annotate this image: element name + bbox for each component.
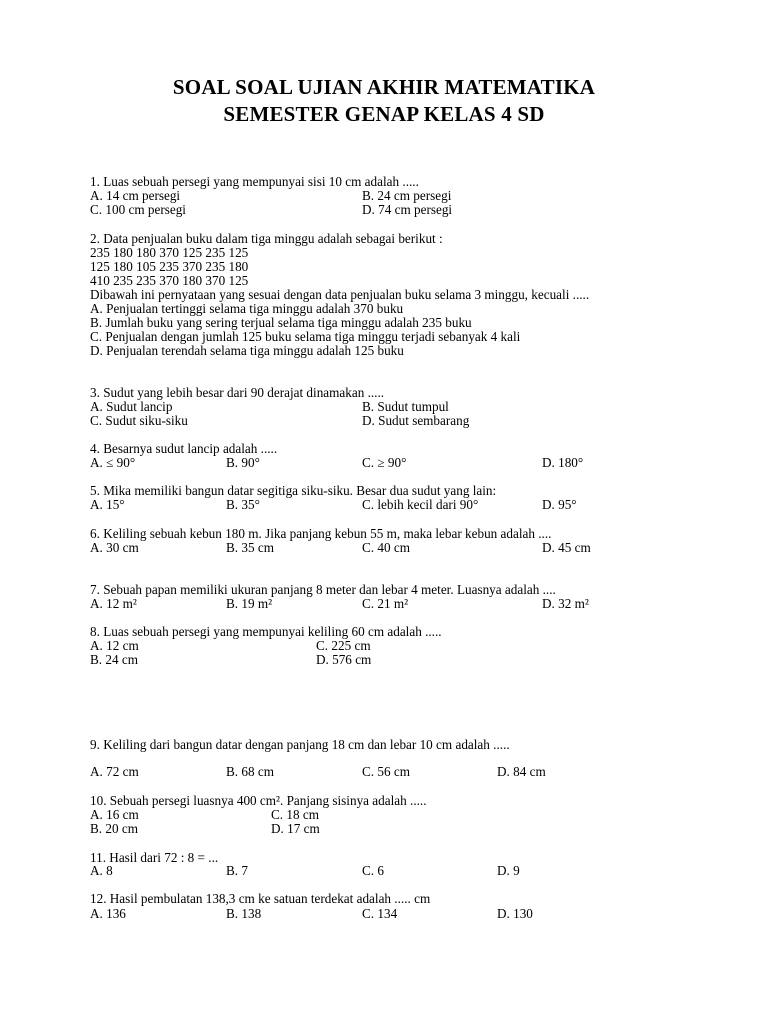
question-11-text: 11. Hasil dari 72 : 8 = ... bbox=[90, 850, 219, 865]
question-12-option-c: C. 134 bbox=[362, 906, 398, 921]
question-8-option-b: B. 24 cm bbox=[90, 652, 138, 667]
question-8-option-a: A. 12 cm bbox=[90, 638, 139, 653]
question-5-option-a: A. 15° bbox=[90, 497, 125, 512]
question-5-option-b: B. 35° bbox=[226, 497, 260, 512]
question-3-option-b: B. Sudut tumpul bbox=[362, 399, 449, 414]
question-10-text: 10. Sebuah persegi luasnya 400 cm². Panjang sisinya adalah ..... bbox=[90, 793, 427, 808]
question-7-option-b: B. 19 m² bbox=[226, 596, 273, 611]
question-12-option-b: B. 138 bbox=[226, 906, 262, 921]
question-10-option-a: A. 16 cm bbox=[90, 807, 139, 822]
question-4-text: 4. Besarnya sudut lancip adalah ..... bbox=[90, 441, 278, 456]
question-4-option-d: D. 180° bbox=[542, 455, 584, 470]
question-6-option-b: B. 35 cm bbox=[226, 540, 274, 555]
question-2-option-a: A. Penjualan tertinggi selama tiga minggu adalah 370 buku bbox=[90, 301, 404, 316]
question-2-data-row-3: 410 235 235 370 180 370 125 bbox=[90, 273, 249, 288]
question-11-option-d: D. 9 bbox=[497, 863, 520, 878]
question-2-option-b: B. Jumlah buku yang sering terjual selama tiga minggu adalah 235 buku bbox=[90, 315, 472, 330]
question-4-option-c: C. ≥ 90° bbox=[362, 455, 407, 470]
question-12-option-a: A. 136 bbox=[90, 906, 126, 921]
question-5-option-c: C. lebih kecil dari 90° bbox=[362, 497, 479, 512]
question-5-option-d: D. 95° bbox=[542, 497, 577, 512]
question-2-data-row-1: 235 180 180 370 125 235 125 bbox=[90, 245, 249, 260]
question-9-option-a: A. 72 cm bbox=[90, 764, 139, 779]
question-8-option-c: C. 225 cm bbox=[316, 638, 371, 653]
question-12-text: 12. Hasil pembulatan 138,3 cm ke satuan terdekat adalah ..... cm bbox=[90, 891, 431, 906]
question-1-option-d: D. 74 cm persegi bbox=[362, 202, 453, 217]
question-2-option-d: D. Penjualan terendah selama tiga minggu adalah 125 buku bbox=[90, 343, 404, 358]
document-title-line-2: SEMESTER GENAP KELAS 4 SD bbox=[223, 102, 545, 126]
question-9-option-b: B. 68 cm bbox=[226, 764, 274, 779]
question-9-option-d: D. 84 cm bbox=[497, 764, 546, 779]
question-10-option-b: B. 20 cm bbox=[90, 821, 138, 836]
question-8-text: 8. Luas sebuah persegi yang mempunyai keliling 60 cm adalah ..... bbox=[90, 624, 442, 639]
question-2-text: 2. Data penjualan buku dalam tiga minggu adalah sebagai berikut : bbox=[90, 231, 443, 246]
question-2-data-row-2: 125 180 105 235 370 235 180 bbox=[90, 259, 249, 274]
question-9-option-c: C. 56 cm bbox=[362, 764, 410, 779]
question-11-option-b: B. 7 bbox=[226, 863, 248, 878]
question-1-option-b: B. 24 cm persegi bbox=[362, 188, 452, 203]
question-3-option-d: D. Sudut sembarang bbox=[362, 413, 470, 428]
document-title-line-1: SOAL SOAL UJIAN AKHIR MATEMATIKA bbox=[172, 75, 596, 99]
question-6-option-d: D. 45 cm bbox=[542, 540, 591, 555]
question-2-option-c: C. Penjualan dengan jumlah 125 buku selama tiga minggu terjadi sebanyak 4 kali bbox=[90, 329, 521, 344]
question-10-option-c: C. 18 cm bbox=[271, 807, 319, 822]
question-7-option-c: C. 21 m² bbox=[362, 596, 409, 611]
question-5-text: 5. Mika memiliki bangun datar segitiga siku-siku. Besar dua sudut yang lain: bbox=[90, 483, 497, 498]
question-1-option-a: A. 14 cm persegi bbox=[90, 188, 181, 203]
question-3-text: 3. Sudut yang lebih besar dari 90 derajat dinamakan ..... bbox=[90, 385, 385, 400]
question-1-text: 1. Luas sebuah persegi yang mempunyai sisi 10 cm adalah ..... bbox=[90, 174, 419, 189]
question-9-text: 9. Keliling dari bangun datar dengan panjang 18 cm dan lebar 10 cm adalah ..... bbox=[90, 737, 510, 752]
question-2-prompt: Dibawah ini pernyataan yang sesuai dengan data penjualan buku selama 3 minggu, kecuali ..... bbox=[90, 287, 590, 302]
question-4-option-a: A. ≤ 90° bbox=[90, 455, 136, 470]
question-3-option-c: C. Sudut siku-siku bbox=[90, 413, 188, 428]
question-11-option-a: A. 8 bbox=[90, 863, 113, 878]
question-11-option-c: C. 6 bbox=[362, 863, 384, 878]
question-7-option-d: D. 32 m² bbox=[542, 596, 589, 611]
question-10-option-d: D. 17 cm bbox=[271, 821, 320, 836]
question-3-option-a: A. Sudut lancip bbox=[90, 399, 173, 414]
question-8-option-d: D. 576 cm bbox=[316, 652, 372, 667]
question-6-text: 6. Keliling sebuah kebun 180 m. Jika panjang kebun 55 m, maka lebar kebun adalah .... bbox=[90, 526, 552, 541]
question-6-option-c: C. 40 cm bbox=[362, 540, 410, 555]
question-7-text: 7. Sebuah papan memiliki ukuran panjang 8 meter dan lebar 4 meter. Luasnya adalah .... bbox=[90, 582, 556, 597]
question-4-option-b: B. 90° bbox=[226, 455, 260, 470]
question-12-option-d: D. 130 bbox=[497, 906, 533, 921]
question-1-option-c: C. 100 cm persegi bbox=[90, 202, 186, 217]
question-6-option-a: A. 30 cm bbox=[90, 540, 139, 555]
question-7-option-a: A. 12 m² bbox=[90, 596, 137, 611]
